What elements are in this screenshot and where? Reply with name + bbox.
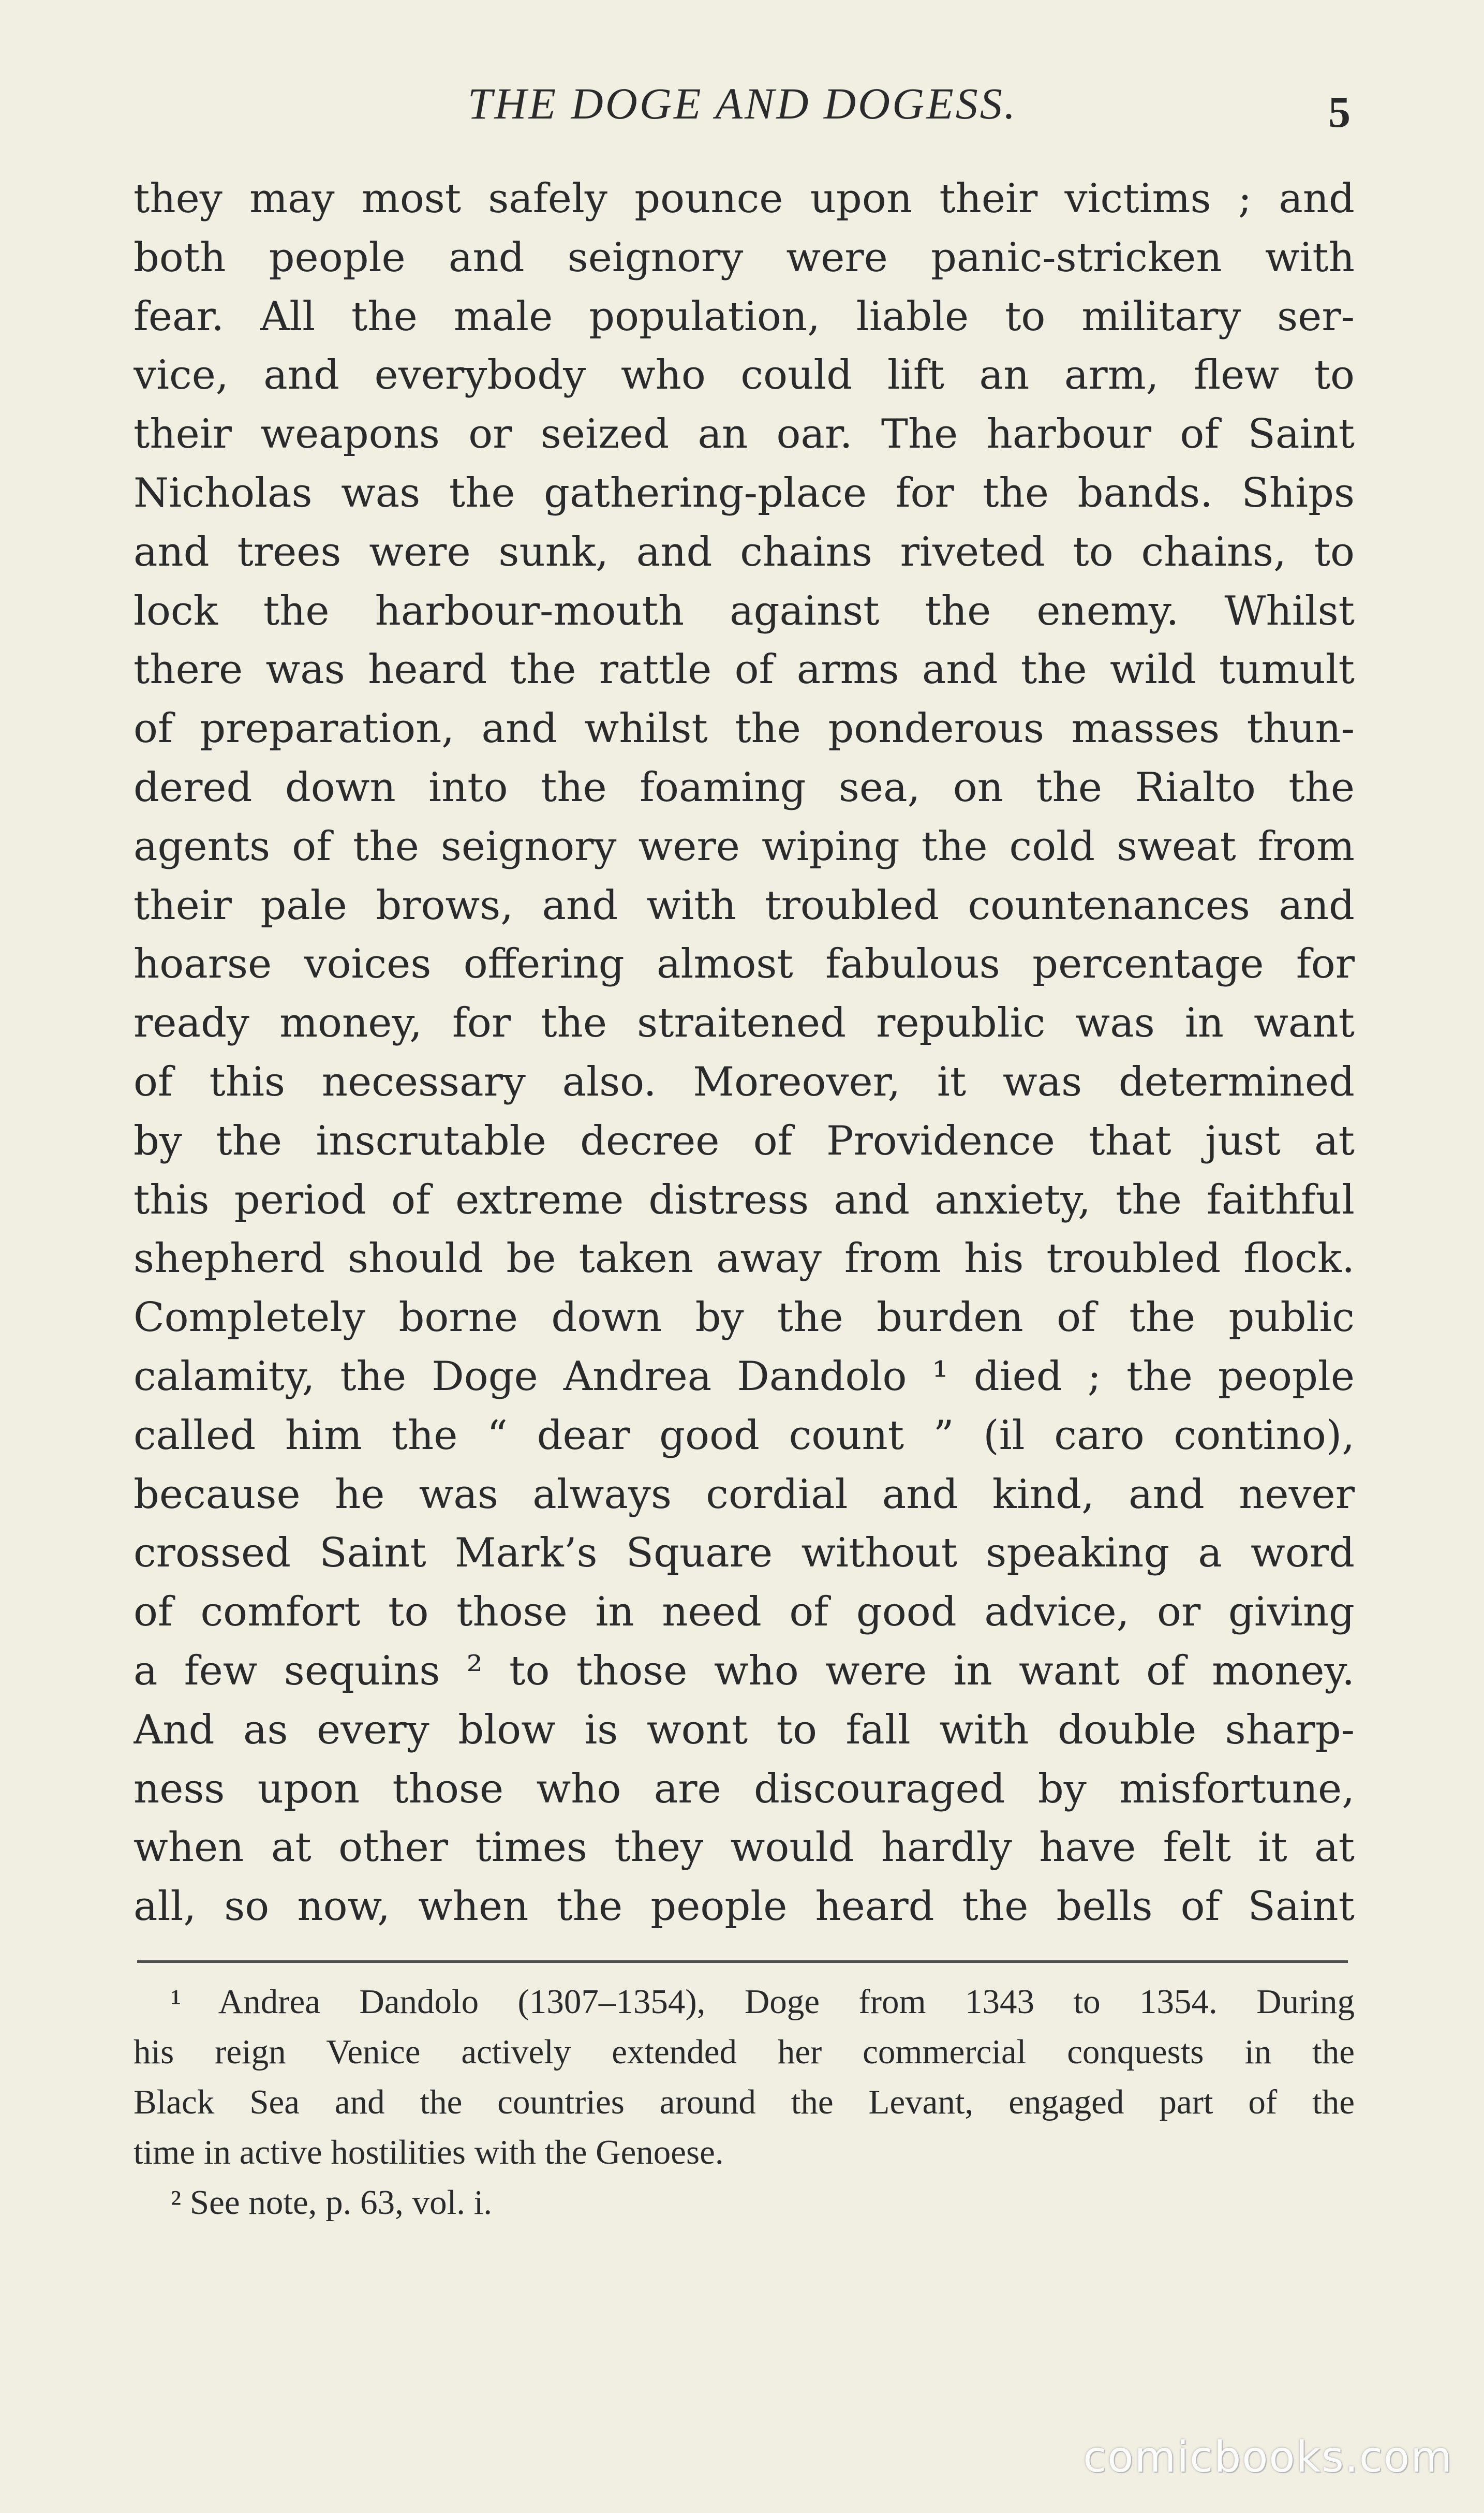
body-line: ness upon those who are discouraged by misfortune, bbox=[133, 1765, 1355, 1812]
body-line: this period of extreme distress and anxiety, the faithful bbox=[133, 1176, 1355, 1223]
body-line: both people and seignory were panic-stricken with bbox=[133, 234, 1355, 281]
body-line: of comfort to those in need of good advice, or giving bbox=[133, 1589, 1355, 1636]
body-line: they may most safely pounce upon their victims ; and bbox=[133, 175, 1355, 222]
body-line: of this necessary also. Moreover, it was determined bbox=[133, 1058, 1355, 1105]
body-text bbox=[133, 170, 1355, 1937]
footnote-rule bbox=[137, 1960, 1348, 1963]
body-line: Completely borne down by the burden of the public bbox=[133, 1294, 1355, 1341]
body-line: And as every blow is wont to fall with double sharp- bbox=[133, 1706, 1355, 1753]
body-line: and trees were sunk, and chains riveted to chains, to bbox=[133, 528, 1355, 575]
running-title: THE DOGE AND DOGESS. bbox=[467, 79, 1018, 128]
body-line: ready money, for the straitened republic was in want bbox=[133, 1000, 1355, 1047]
body-line: by the inscrutable decree of Providence that just at bbox=[133, 1117, 1355, 1164]
body-line: because he was always cordial and kind, and never bbox=[133, 1471, 1355, 1518]
body-line: calamity, the Doge Andrea Dandolo ¹ died ; the people bbox=[133, 1353, 1355, 1400]
body-line: crossed Saint Mark’s Square without speaking a word bbox=[133, 1530, 1355, 1577]
running-head bbox=[135, 78, 1351, 140]
body-line: of preparation, and whilst the ponderous masses thun- bbox=[133, 705, 1355, 752]
footnotes bbox=[133, 1977, 1355, 2228]
page-number: 5 bbox=[1328, 87, 1351, 137]
body-line: lock the harbour-mouth against the enemy. Whilst bbox=[133, 587, 1355, 634]
body-line: a few sequins ² to those who were in want of money. bbox=[133, 1647, 1355, 1694]
body-line: Nicholas was the gathering-place for the bands. Ships bbox=[133, 469, 1355, 516]
body-line: called him the “ dear good count ” (il caro contino), bbox=[133, 1412, 1355, 1459]
watermark-logo: comicbooks.com bbox=[1083, 2433, 1453, 2482]
footnote-line: ² See note, p. 63, vol. i. bbox=[171, 2183, 493, 2222]
body-line: shepherd should be taken away from his troubled flock. bbox=[133, 1235, 1355, 1282]
footnote-line: Black Sea and the countries around the Levant, engaged part of the bbox=[133, 2083, 1355, 2121]
body-line: fear. All the male population, liable to military ser- bbox=[133, 293, 1355, 340]
body-line: hoarse voices offering almost fabulous percentage for bbox=[133, 941, 1355, 988]
body-line: their weapons or seized an oar. The harbour of Saint bbox=[133, 411, 1355, 458]
footnote-line: time in active hostilities with the Genoese. bbox=[133, 2133, 724, 2171]
body-line: vice, and everybody who could lift an arm, flew to bbox=[133, 352, 1355, 399]
footnote-line: ¹ Andrea Dandolo (1307–1354), Doge from 1343 to 1354. During bbox=[171, 1983, 1355, 2021]
body-line: when at other times they would hardly have felt it at bbox=[133, 1824, 1355, 1871]
body-line: dered down into the foaming sea, on the Rialto the bbox=[133, 764, 1355, 811]
footnote-line: his reign Venice actively extended her commercial conquests in the bbox=[133, 2033, 1355, 2071]
body-line: agents of the seignory were wiping the cold sweat from bbox=[133, 823, 1355, 870]
body-line: their pale brows, and with troubled countenances and bbox=[133, 882, 1355, 929]
body-line: all, so now, when the people heard the bells of Saint bbox=[133, 1883, 1355, 1930]
body-line: there was heard the rattle of arms and the wild tumult bbox=[133, 646, 1355, 693]
